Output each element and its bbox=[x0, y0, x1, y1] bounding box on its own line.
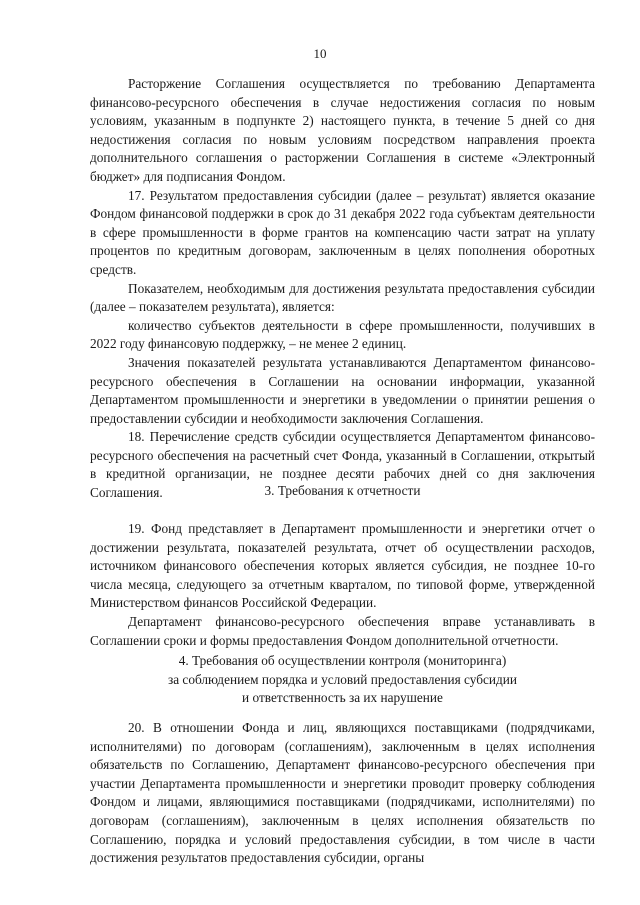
paragraph-indicator-value: количество субъектов деятельности в сфере промышленности, получивших в 2022 году финансовую поддержку, – не менее 2 единиц. bbox=[90, 317, 595, 352]
section-4-title-line-1: 4. Требования об осуществлении контроля (мониторинга) bbox=[178, 653, 507, 668]
section-3-title: 3. Требования к отчетности bbox=[264, 483, 421, 498]
section-4-title-line-3: и ответственность за их нарушение bbox=[242, 690, 443, 706]
section-3-heading bbox=[90, 482, 595, 501]
page-number: 10 bbox=[313, 46, 327, 61]
body-text-block-2 bbox=[90, 520, 595, 650]
paragraph-termination: Расторжение Соглашения осуществляется по требованию Департамента финансово-ресурсного обеспечения в случае недостижения согласия по новым условиям, указанным в подпункте 2) настоящего пункта, в течение 5 дней со дня недостижения согласия по новым условиям посредством направления проекта дополнительного соглашения о расторжении Соглашения в системе «Электронный бюджет» для подписания Фондом. bbox=[90, 76, 595, 184]
paragraph-indicator-values-set: Значения показателей результата устанавливаются Департаментом финансово-ресурсного обеспечения в Соглашении на основании информации, указанной Департаментом промышленности и энергетики в уведомлении о принятии решения о предоставлении субсидии и необходимости заключения Соглашения. bbox=[90, 354, 595, 426]
paragraph-20-control: 20. В отношении Фонда и лиц, являющихся поставщиками (подрядчиками, исполнителями) по договорам (соглашениям), заключенным в целях исполнения обязательств по Соглашению, Департамент финансово-ресурсного обеспечения при участии Департамента промышленности и энергетики проводит проверку соблюдения Фондом и лицами, являющимися поставщиками (подрядчиками, исполнителями) по договорам (соглашениям), заключенным в целях исполнения обязательств по Соглашению, порядка и условий предоставления субсидии, в том числе в части достижения результатов предоставления субсидии, органы bbox=[90, 720, 595, 866]
section-4-title-line-2: за соблюдением порядка и условий предоставления субсидии bbox=[167, 671, 518, 687]
paragraph-indicator: Показателем, необходимым для достижения результата предоставления субсидии (далее – показателем результата), является: bbox=[90, 280, 595, 315]
body-text-block-1 bbox=[90, 75, 595, 503]
paragraph-additional-reporting: Департамент финансово-ресурсного обеспечения вправе устанавливать в Соглашении сроки и формы предоставления Фондом дополнительной отчетности. bbox=[90, 613, 595, 648]
paragraph-19-reporting: 19. Фонд представляет в Департамент промышленности и энергетики отчет о достижении результата, показателей результата, отчет об осуществлении расходов, источником финансового обеспечения которых является субсидия, не позднее 10-го числа месяца, следующего за отчетным кварталом, по типовой форме, утвержденной Министерством финансов Российской Федерации. bbox=[90, 521, 595, 611]
section-4-heading bbox=[90, 652, 595, 708]
paragraph-18-transfer: 18. Перечисление средств субсидии осуществляется Департаментом финансово-ресурсного обеспечения на расчетный счет Фонда, указанный в Соглашении, открытый в кредитной организации, не позднее десяти рабочих дней со дня заключения Соглашения. bbox=[90, 429, 595, 501]
paragraph-17-result: 17. Результатом предоставления субсидии (далее – результат) является оказание Фондом финансовой поддержки в срок до 31 декабря 2022 года субъектам деятельности в сфере промышленности в форме грантов на компенсацию части затрат на уплату процентов по кредитным договорам, заключенным в целях пополнения оборотных средств. bbox=[90, 187, 595, 277]
body-text-block-3 bbox=[90, 719, 595, 868]
